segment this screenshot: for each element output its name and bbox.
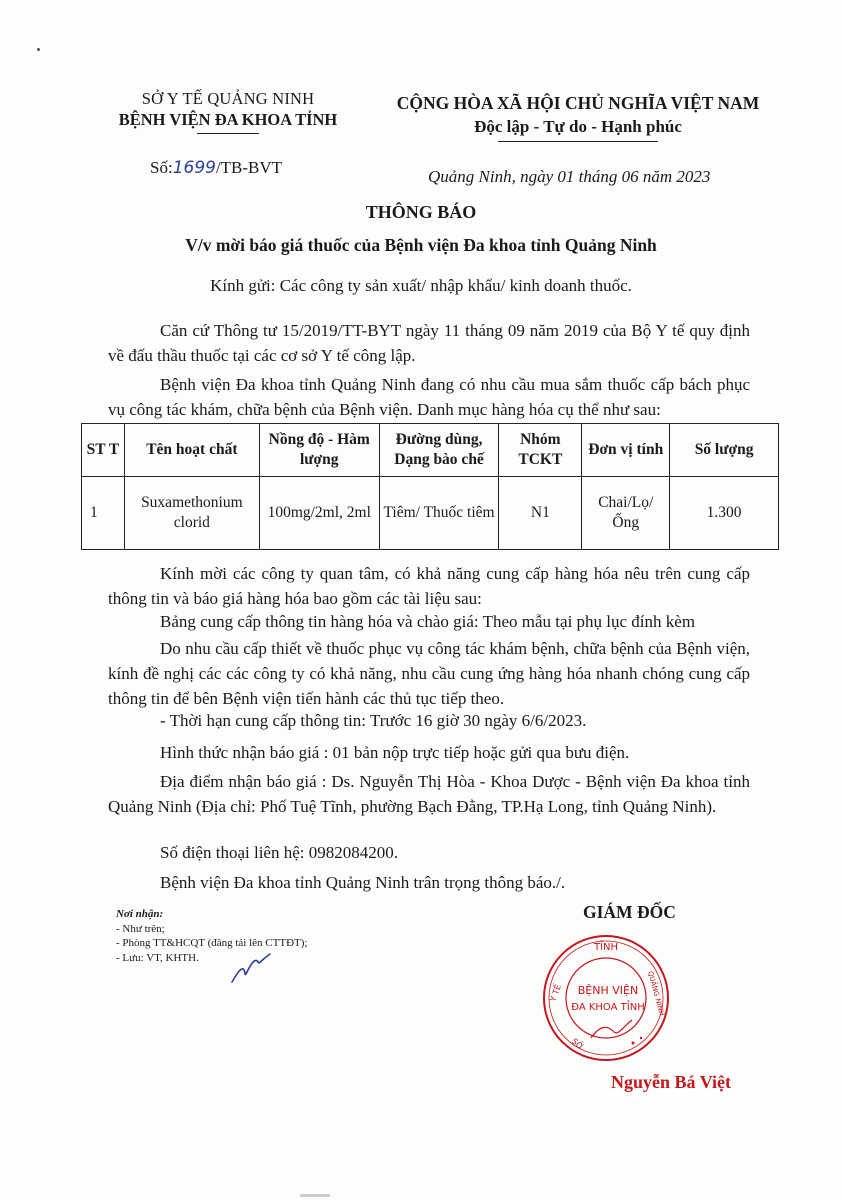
issuer-underline (197, 133, 259, 134)
svg-text:ĐA KHOA TỈNH: ĐA KHOA TỈNH (571, 1002, 645, 1013)
paragraph-legal-basis: Căn cứ Thông tư 15/2019/TT-BYT ngày 11 tháng 09 năm 2019 của Bộ Y tế quy định về đấu thầu thuốc tại các cơ sở Y tế công lập. (108, 321, 750, 365)
table-header-row (82, 424, 779, 477)
cell-strength: 100mg/2ml, 2ml (259, 477, 379, 550)
paragraph-urgency: Do nhu cầu cấp thiết về thuốc phục vụ công tác khám bệnh, chữa bệnh của Bệnh viện, kính đề nghị các các công ty có khả năng, nhu cầu cung ứng hàng hóa nhanh chóng cung cấp thông tin để bên Bệnh viện tiến hành các thủ tục tiếp theo. (108, 639, 750, 708)
header-unit: Đơn vị tính (582, 424, 670, 477)
paragraph-phone: Số điện thoại liên hệ: 0982084200. (160, 843, 398, 862)
svg-text:Y TẾ: Y TẾ (548, 983, 563, 1003)
paragraph-receipt-form: Hình thức nhận báo giá : 01 bản nộp trực tiếp hoặc gửi qua bưu điện. (160, 743, 630, 762)
doc-no-suffix: /TB-BVT (215, 158, 283, 177)
issuer-hospital: BỆNH VIỆN ĐA KHOA TỈNH (118, 110, 338, 129)
issuer-block (108, 88, 348, 134)
document-number (150, 158, 282, 178)
issuer-org: SỞ Y TẾ QUẢNG NINH (141, 89, 315, 108)
cell-stt: 1 (82, 477, 125, 550)
paragraph-deadline: - Thời hạn cung cấp thông tin: Trước 16 giờ 30 ngày 6/6/2023. (160, 711, 587, 730)
scan-speck (37, 48, 40, 51)
national-header (378, 91, 778, 142)
header-strength: Nồng độ - Hàm lượng (259, 424, 379, 477)
cell-unit: Chai/Lọ/ Ống (582, 477, 670, 550)
svg-text:SỞ: SỞ (569, 1036, 586, 1052)
place-date: Quảng Ninh, ngày 01 tháng 06 năm 2023 (428, 167, 711, 186)
header-stt: ST T (82, 424, 125, 477)
header-route: Đường dùng, Dạng bào chế (379, 424, 499, 477)
director-title: GIÁM ĐỐC (583, 902, 676, 922)
signer-name: Nguyễn Bá Việt (611, 1072, 732, 1092)
recipient-item: - Như trên; (116, 922, 165, 935)
header-quantity: Số lượng (670, 424, 779, 477)
cell-quantity: 1.300 (670, 477, 779, 550)
recipients-block (116, 907, 307, 965)
table-row (82, 477, 779, 550)
doc-no-prefix: Số: (150, 158, 173, 177)
doc-no-handwritten: 1699 (172, 158, 216, 178)
header-ingredient: Tên hoạt chất (124, 424, 259, 477)
greeting: Kính gửi: Các công ty sản xuất/ nhập khẩu/ kinh doanh thuốc. (210, 276, 632, 295)
scan-edge-mark (300, 1194, 330, 1197)
paragraph-receipt-location: Địa điểm nhận báo giá : Ds. Nguyễn Thị Hòa - Khoa Dược - Bệnh viện Đa khoa tỉnh Quảng Ninh (Địa chỉ: Phố Tuệ Tĩnh, phường Bạch Đằng, TP.Hạ Long, tỉnh Quảng Ninh). (108, 772, 750, 816)
motto-underline (498, 141, 658, 142)
svg-text:BỆNH VIỆN: BỆNH VIỆN (577, 984, 639, 997)
recipients-label: Nơi nhận: (116, 908, 164, 920)
initial-signature (228, 948, 274, 988)
paragraph-invitation: Kính mời các công ty quan tâm, có khả năng cung cấp hàng hóa nêu trên cung cấp thông tin và báo giá hàng hóa bao gồm các tài liệu sau: (108, 564, 750, 608)
document-subject: V/v mời báo giá thuốc của Bệnh viện Đa khoa tỉnh Quảng Ninh (185, 235, 657, 255)
nation-title: CỘNG HÒA XÃ HỘI CHỦ NGHĨA VIỆT NAM (396, 93, 760, 113)
recipient-item: - Phòng TT&HCQT (đăng tải lên CTTĐT); (116, 937, 308, 949)
paragraph-demand: Bệnh viện Đa khoa tỉnh Quảng Ninh đang có nhu cầu mua sắm thuốc cấp bách phục vụ công tác khám, chữa bệnh của Bệnh viện. Danh mục hàng hóa cụ thể như sau: (108, 375, 750, 419)
goods-table (81, 423, 779, 550)
header-group: Nhóm TCKT (499, 424, 582, 477)
nation-motto: Độc lập - Tự do - Hạnh phúc (474, 117, 682, 136)
official-seal (536, 928, 676, 1068)
cell-route: Tiêm/ Thuốc tiêm (379, 477, 499, 550)
cell-ingredient: Suxamethonium clorid (124, 477, 259, 550)
recipient-item: - Lưu: VT, KHTH. (116, 951, 199, 964)
svg-text:QUẢNG NINH: QUẢNG NINH (646, 970, 666, 1017)
paragraph-closing: Bệnh viện Đa khoa tỉnh Quảng Ninh trân trọng thông báo./. (160, 873, 566, 892)
paragraph-documents: Bảng cung cấp thông tin hàng hóa và chào giá: Theo mẫu tại phụ lục đính kèm (160, 612, 696, 631)
document-title: THÔNG BÁO (365, 202, 477, 222)
svg-text:TỈNH: TỈNH (593, 942, 619, 953)
cell-group: N1 (499, 477, 582, 550)
